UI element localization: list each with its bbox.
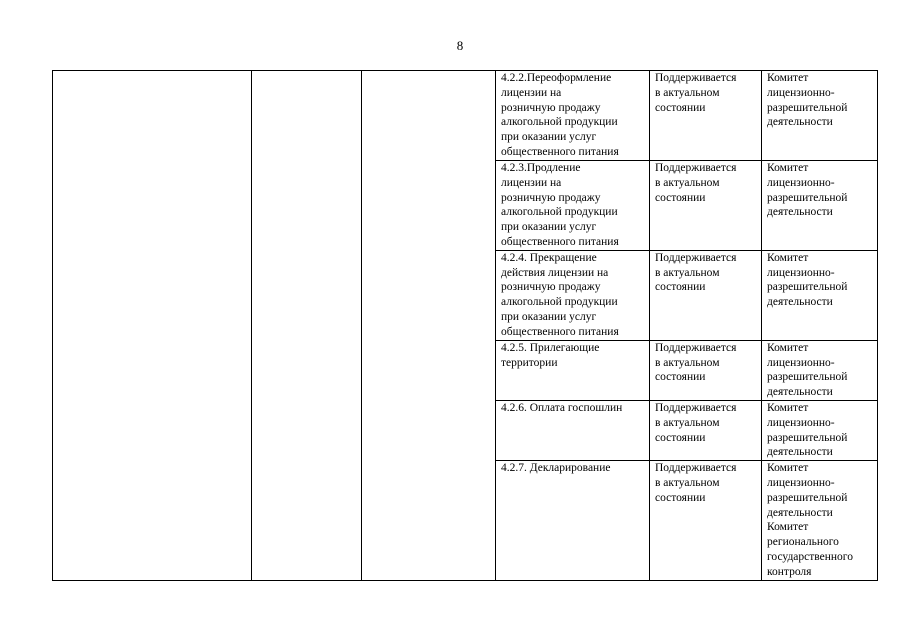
service-cell: 4.2.5. Прилегающие территории	[496, 340, 650, 400]
services-table	[52, 70, 878, 581]
status-cell: Поддерживается в актуальном состоянии	[650, 340, 762, 400]
page-number: 8	[456, 38, 464, 53]
organization-cell: Комитет лицензионно- разрешительной деятельности	[762, 250, 878, 340]
organization-cell: Комитет лицензионно- разрешительной деятельности	[762, 400, 878, 460]
organization-cell: Комитет лицензионно- разрешительной деятельности	[762, 340, 878, 400]
status-cell: Поддерживается в актуальном состоянии	[650, 161, 762, 251]
status-cell: Поддерживается в актуальном состоянии	[650, 71, 762, 161]
organization-cell: Комитет лицензионно- разрешительной деятельности	[762, 71, 878, 161]
organization-cell: Комитет лицензионно- разрешительной деятельности	[762, 161, 878, 251]
organization-cell: Комитет лицензионно- разрешительной деятельности Комитет регионального государственного контроля	[762, 461, 878, 581]
status-cell: Поддерживается в актуальном состоянии	[650, 461, 762, 581]
table-row	[53, 71, 878, 161]
empty-cell-col1	[53, 71, 252, 581]
empty-cell-col2	[252, 71, 362, 581]
service-cell: 4.2.4. Прекращение действия лицензии на розничную продажу алкогольной продукции при оказании услуг общественного питания	[496, 250, 650, 340]
status-cell: Поддерживается в актуальном состоянии	[650, 250, 762, 340]
service-cell: 4.2.6. Оплата госпошлин	[496, 400, 650, 460]
service-cell: 4.2.7. Декларирование	[496, 461, 650, 581]
status-cell: Поддерживается в актуальном состоянии	[650, 400, 762, 460]
service-cell: 4.2.3.Продление лицензии на розничную продажу алкогольной продукции при оказании услуг общественного питания	[496, 161, 650, 251]
service-cell: 4.2.2.Переоформление лицензии на розничную продажу алкогольной продукции при оказании услуг общественного питания	[496, 71, 650, 161]
empty-cell-col3	[362, 71, 496, 581]
